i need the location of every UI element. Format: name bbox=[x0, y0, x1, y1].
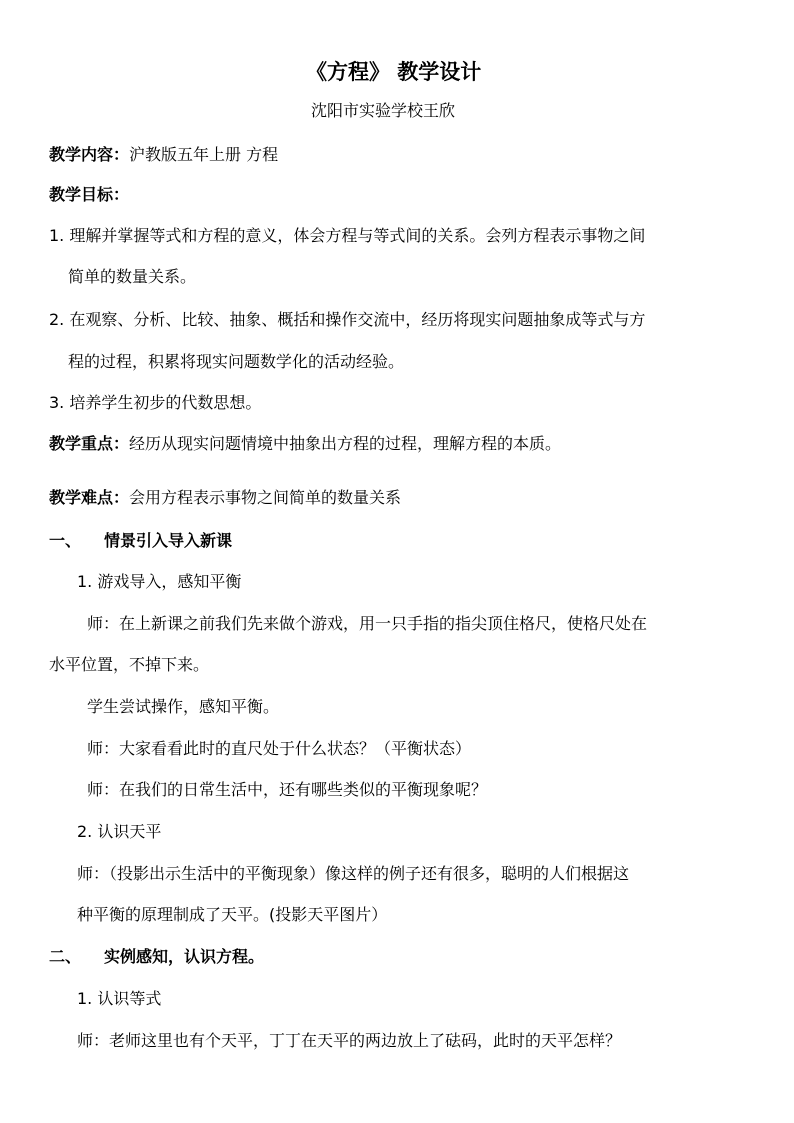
teaching-key-value: 经历从现实问题情境中抽象出方程的过程，理解方程的本质。 bbox=[129, 434, 562, 453]
teaching-difficulty-value: 会用方程表示事物之间简单的数量关系 bbox=[129, 488, 402, 507]
document-author: 沈阳市实验学校王欣 bbox=[311, 101, 456, 120]
section-1-paragraph-1-line-2: 水平位置，不掉下来。 bbox=[49, 655, 210, 674]
teaching-key-point bbox=[49, 434, 561, 454]
section-2-paragraph-1: 师：老师这里也有个天平，丁丁在天平的两边放上了砝码，此时的天平怎样？ bbox=[77, 1031, 622, 1050]
section-1-paragraph-1-line-1: 师：在上新课之前我们先来做个游戏，用一只手指的指尖顶住格尺，使格尺处在 bbox=[87, 614, 648, 633]
section-1-paragraph-4: 师：在我们的日常生活中，还有哪些类似的平衡现象呢？ bbox=[87, 780, 488, 799]
section-2-item-1: 1. 认识等式 bbox=[77, 989, 162, 1008]
section-1-paragraph-5-line-1: 师：（投影出示生活中的平衡现象）像这样的例子还有很多，聪明的人们根据这 bbox=[77, 864, 630, 883]
section-1-item-1: 1. 游戏导入，感知平衡 bbox=[77, 572, 242, 591]
section-1-number: 一、 bbox=[49, 531, 82, 550]
teaching-content-label: 教学内容： bbox=[49, 145, 130, 164]
goal-1-line-1: 1. 理解并掌握等式和方程的意义，体会方程与等式间的关系。会列方程表示事物之间 bbox=[49, 226, 646, 245]
goal-3: 3. 培养学生初步的代数思想。 bbox=[49, 393, 262, 412]
section-2-number: 二、 bbox=[49, 947, 82, 966]
teaching-difficulty-label: 教学难点： bbox=[49, 488, 130, 507]
goal-2-line-2: 程的过程，积累将现实问题数学化的活动经验。 bbox=[68, 352, 405, 371]
section-2-title: 实例感知，认识方程。 bbox=[104, 947, 265, 966]
teaching-difficulty bbox=[49, 488, 401, 508]
section-1-item-2: 2. 认识天平 bbox=[77, 822, 162, 841]
section-1-paragraph-2: 学生尝试操作，感知平衡。 bbox=[87, 697, 280, 716]
section-1-paragraph-5-line-2: 种平衡的原理制成了天平。(投影天平图片） bbox=[77, 905, 388, 924]
teaching-goals-label: 教学目标： bbox=[49, 185, 130, 204]
document-title: 《方程》 教学设计 bbox=[306, 60, 482, 84]
goal-1-line-2: 简单的数量关系。 bbox=[68, 267, 197, 286]
teaching-content bbox=[49, 145, 278, 165]
section-1-title: 情景引入导入新课 bbox=[104, 531, 233, 550]
goal-2-line-1: 2. 在观察、分析、比较、抽象、概括和操作交流中，经历将现实问题抽象成等式与方 bbox=[49, 310, 646, 329]
teaching-key-label: 教学重点： bbox=[49, 434, 130, 453]
teaching-content-value: 沪教版五年上册 方程 bbox=[129, 145, 279, 164]
section-1-paragraph-3: 师：大家看看此时的直尺处于什么状态？（平衡状态） bbox=[87, 739, 472, 758]
